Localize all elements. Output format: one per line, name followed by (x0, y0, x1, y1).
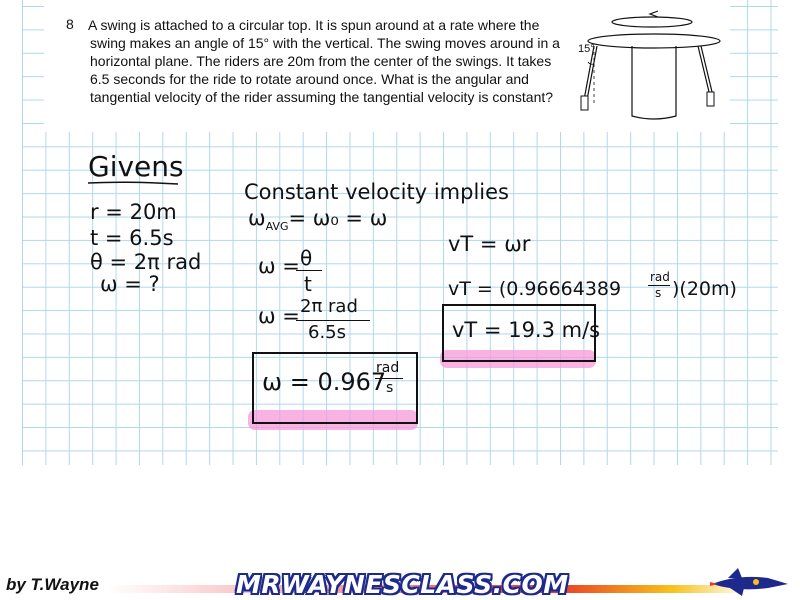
given-omega: ω = ? (100, 272, 160, 296)
omega-avg-subscript: AVG (265, 220, 289, 234)
omega-substitution-bar (296, 320, 370, 321)
omega-substitution-lhs: ω = (258, 304, 300, 328)
givens-underline (86, 180, 182, 186)
vt-formula: vT = ωr (448, 232, 531, 256)
vt-substitution-unit-denominator: s (655, 286, 662, 300)
given-theta: θ = 2π rad (90, 250, 202, 274)
vt-substitution-right: )(20m) (672, 278, 737, 300)
right-chain (698, 46, 710, 96)
omega-substitution-numerator: 2π rad (300, 296, 358, 317)
author-credit: by T.Wayne (6, 575, 99, 594)
rocket-icon (708, 566, 792, 598)
angle-label: 15° (578, 43, 595, 55)
right-seat (707, 92, 714, 106)
vt-answer-value: vT = 19.3 m/s (452, 318, 601, 342)
omega-definition-numerator: θ (300, 246, 313, 270)
givens-heading: Givens (88, 150, 184, 183)
swing-ride-illustration-icon (570, 8, 730, 126)
omega-answer-unit-numerator: rad (376, 360, 400, 376)
given-radius: r = 20m (90, 200, 177, 224)
omega-definition-denominator: t (304, 272, 312, 296)
omega-answer-unit-denominator: s (386, 380, 394, 396)
center-pole (632, 46, 676, 119)
spin-arrow-head (650, 11, 658, 17)
omega-answer-value: ω = 0.967 (262, 368, 387, 396)
left-seat (581, 96, 588, 110)
right-chain-2 (701, 46, 713, 96)
circular-top (588, 34, 720, 48)
omega-substitution-denominator: 6.5s (308, 322, 347, 343)
vt-substitution-unit-numerator: rad (650, 270, 670, 284)
constant-velocity-heading: Constant velocity implies (244, 180, 509, 204)
spin-arrow-ellipse (612, 17, 692, 27)
site-brand[interactable]: MRWAYNESCLASS.COM (236, 570, 569, 599)
omega-avg-rhs: = ω₀ = ω (288, 206, 388, 230)
problem-text: A swing is attached to a circular top. It is spun around at a rate where the swing makes an angle of 15° with the vertical. The swing moves around in a horizontal plane. The riders are 20m from the center of the swings. It takes 6.5 seconds for the ride to rotate around once. What is the angular and tangential velocity of the rider assuming the tangential velocity is constant? (88, 17, 560, 105)
omega-avg-lhs: ω (248, 206, 266, 230)
omega-definition-lhs: ω = (258, 254, 300, 278)
vt-substitution-left: vT = (0.96664389 (448, 278, 622, 300)
omega-definition-bar (296, 270, 322, 271)
omega-answer-unit-bar (375, 378, 403, 379)
omega-average-equation (248, 206, 387, 233)
given-time: t = 6.5s (90, 226, 174, 250)
problem-number: 8 (66, 16, 74, 32)
